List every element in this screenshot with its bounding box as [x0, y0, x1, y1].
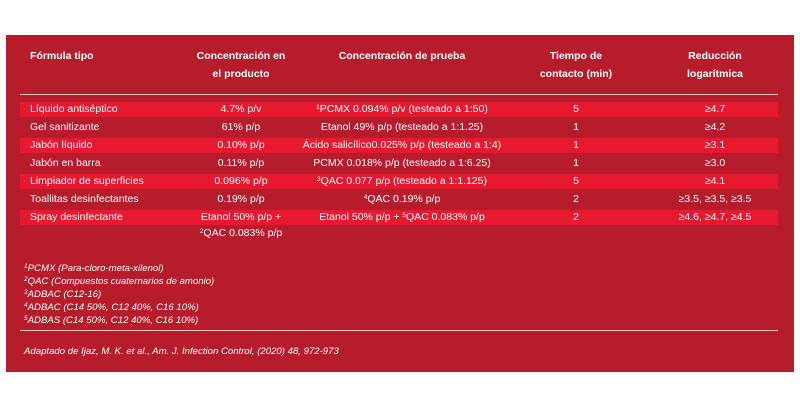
header-divider	[20, 94, 778, 95]
cell-formula: Gel sanitizante	[30, 121, 100, 133]
cell-test: $^1$PCMX 0.094% p/v (testeado a 1:50)	[316, 103, 488, 115]
cell-product-line2: $^2$QAC 0.083% p/p	[199, 227, 283, 239]
cell-reduction: ≥3.1	[704, 139, 726, 151]
footnote-1: $^1$PCMX (Para-cloro-meta-xilenol)	[24, 263, 164, 274]
cell-reduction: ≥4.7	[704, 103, 726, 115]
cell-test: Etanol 49% p/p (testeado a 1:1.25)	[320, 121, 484, 133]
table-row	[20, 120, 778, 135]
footnote-3: $^3$ADBAC (C12-16)	[24, 289, 102, 300]
cell-time: 5	[573, 103, 579, 115]
source-citation: Adaptado de Ijaz, M. K. et al., Am. J. Infection Control, (2020) 48, 972-973	[24, 346, 339, 357]
cell-product: 0.19% p/p	[217, 193, 265, 205]
footnote-5: $^5$ADBAS (C14 50%, C12 40%, C16 10%)	[24, 315, 199, 326]
table-row	[20, 174, 778, 189]
footnote-4: $^4$ADBAC (C14 50%, C12 40%, C16 10%)	[24, 302, 199, 313]
cell-time: 1	[573, 139, 579, 151]
cell-time: 5	[573, 175, 579, 187]
cell-time: 2	[573, 193, 579, 205]
header-product-concentration: Concentración en el producto	[196, 50, 286, 80]
table-row-continuation	[20, 226, 778, 241]
cell-test: $^3$QAC 0.077 p/p (testeado a 1:1.125)	[317, 175, 487, 187]
table-row	[20, 210, 778, 225]
cell-test: $^4$QAC 0.19% p/p	[363, 193, 441, 205]
cell-formula: Toallitas desinfectantes	[30, 193, 139, 205]
cell-formula: Limpiador de superficies	[30, 175, 144, 187]
footer-divider	[20, 330, 778, 331]
header-contact-time: Tiempo de contacto (min)	[539, 50, 613, 80]
cell-reduction: ≥4.1	[704, 175, 726, 187]
cell-product: 0.10% p/p	[217, 139, 265, 151]
cell-test: Etanol 50% p/p + $^5$QAC 0.083% p/p	[319, 211, 485, 223]
cell-time: 2	[573, 211, 579, 223]
cell-product: 61% p/p	[221, 121, 261, 133]
cell-product: 0.11% p/p	[217, 157, 265, 169]
cell-reduction: ≥3.0	[704, 157, 726, 169]
table-row	[20, 102, 778, 117]
cell-time: 1	[573, 121, 579, 133]
footnotes	[24, 262, 214, 327]
header-test-concentration: Concentración de prueba	[338, 50, 466, 62]
cell-product: 0.096% p/p	[214, 175, 268, 187]
header-formula: Fórmula tipo	[30, 50, 94, 62]
cell-time: 1	[573, 157, 579, 169]
cell-formula: Líquido antiséptico	[30, 103, 118, 115]
footnote-2: $^2$QAC (Compuestos cuaternarios de amonio)	[24, 276, 215, 287]
cell-test: Ácido salicílico0.025% p/p (testeado a 1:4)	[302, 139, 502, 151]
cell-reduction: ≥3.5, ≥3.5, ≥3.5	[678, 193, 752, 205]
table-row	[20, 138, 778, 153]
cell-reduction: ≥4.2	[704, 121, 726, 133]
table-row	[20, 192, 778, 207]
cell-formula: Jabón en barra	[30, 157, 101, 169]
data-table-panel	[6, 35, 794, 372]
cell-test: PCMX 0.018% p/p (testeado a 1:6.25)	[313, 157, 491, 169]
table-row	[20, 156, 778, 171]
cell-reduction: ≥4.6, ≥4.7, ≥4.5	[678, 211, 752, 223]
cell-formula: Spray desinfectante	[30, 211, 123, 223]
header-log-reduction: Reducción logarítmica	[686, 50, 744, 80]
cell-product: Etanol 50% p/p +	[200, 211, 282, 223]
cell-product: 4.7% p/v	[220, 103, 262, 115]
cell-formula: Jabón líquido	[30, 139, 93, 151]
